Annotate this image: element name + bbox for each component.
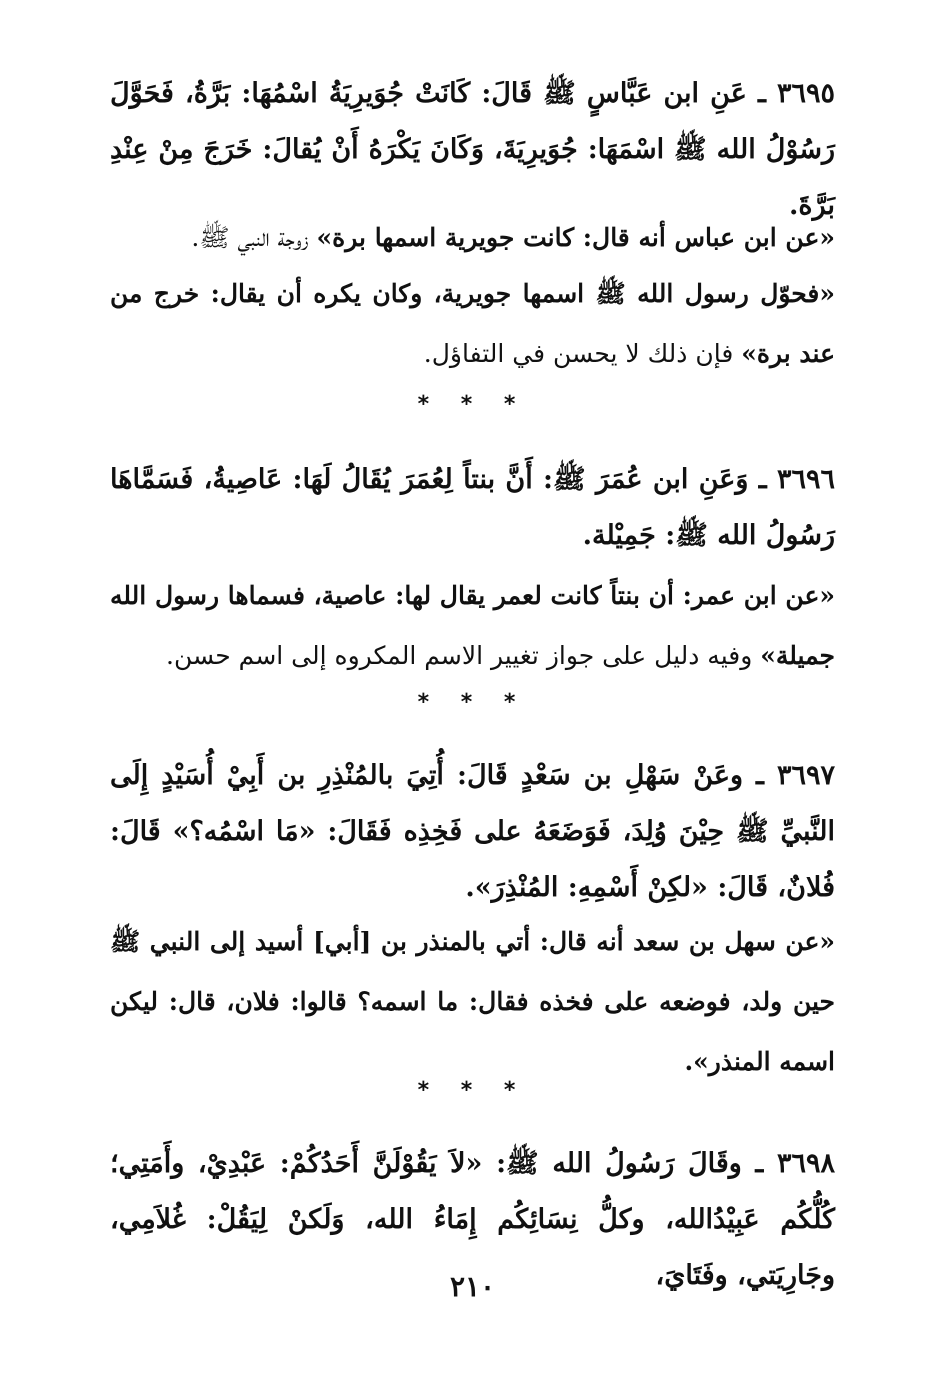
page-number: ٢١٠ <box>449 1270 496 1303</box>
section-separator: * * * <box>417 1078 528 1103</box>
commentary-3695-2 <box>110 264 835 384</box>
commentary-text: فإن ذلك لا يحسن في التفاؤل. <box>423 339 742 368</box>
commentary-quote: «عن ابن عمر: أن بنتاً كانت لعمر يقال لها: عاصية، فسماها رسول الله جميلة» <box>110 581 835 670</box>
hadith-3695: ٣٦٩٥ ـ عَنِ ابن عَبَّاسٍ ﷺ قَالَ: كَانَتْ جُوَيرِيَةُ اسْمُهَا: بَرَّةُ، فَحَوَّلَ رَسُوْلُ الله ﷺ اسْمَهَا: جُوَيرِيَةَ، وَكَانَ يَكْرَهُ أَنْ يُقالَ: خَرَجَ مِنْ عِنْدِ بَرَّةَ. <box>110 78 835 221</box>
section-separator: * * * <box>417 392 528 417</box>
commentary-quote: «عن سهل بن سعد أنه قال: أتي بالمنذر بن [أبي] أسيد إلى النبي ﷺ حين ولد، فوضعه على فخذه فقال: ما اسمه؟ قالوا: فلان، قال: ليكن اسمه المنذر». <box>110 927 836 1076</box>
hadith-3696: ٣٦٩٦ ـ وَعَنِ ابن عُمَرَ ﷺ: أَنَّ بنتاً لِعُمَرَ يُقَالُ لَهَا: عَاصِيةُ، فَسَمَّاهَا رَسُولُ الله ﷺ: جَمِيْلة. <box>110 464 835 551</box>
commentary-3696-1 <box>110 566 835 686</box>
commentary-quote: «فحوّل رسول الله ﷺ اسمها جويرية، وكان يكره أن يقال: خرج من عند برة» <box>110 279 835 368</box>
hadith-3697: ٣٦٩٧ ـ وعَنْ سَهْلِ بن سَعْدٍ قَالَ: أُتِيَ بالمُنْذِرِ بن أَبِيْ أُسَيْدٍ إِلَى النَّبيِّ ﷺ حِيْنَ وُلِدَ، فَوَضَعَهُ على فَخِذِه فَقَالَ: «مَا اسْمُه؟» قَالَ: فُلانٌ، قَالَ: «لكِنْ أَسْمِهِ: المُنْذِرَ». <box>110 760 835 903</box>
commentary-text: وفيه دليل على جواز تغيير الاسم المكروه إلى اسم حسن. <box>166 641 761 670</box>
commentary-3695-1 <box>110 208 835 268</box>
section-separator: * * * <box>417 690 528 715</box>
hadith-3698: ٣٦٩٨ ـ وقَالَ رَسُولُ الله ﷺ: «لاَ يَقُوْلَنَّ أَحَدُكُمْ: عَبْدِيْ، وأَمَتِي؛ كُلُّكُم عَبِيْدُالله، وكلُّ نِسَائِكُم إِمَاءُ الله، وَلَكنْ لِيَقُلْ: غُلاَمِي، وجَارِيَتي، وفَتَايَ، <box>110 1148 835 1291</box>
commentary-text: زوجة النبي ﷺ. <box>191 223 317 252</box>
commentary-3697-1 <box>110 912 835 1092</box>
commentary-quote: «عن ابن عباس أنه قال: كانت جويرية اسمها برة» <box>316 223 835 252</box>
